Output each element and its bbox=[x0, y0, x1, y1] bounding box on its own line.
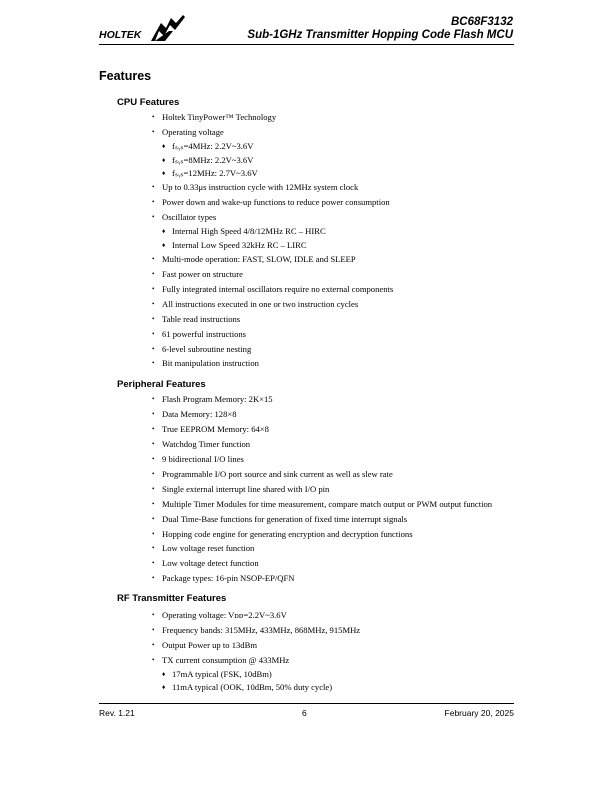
datasheet-page: HOLTEK BC68F3132 Sub-1GHz Transmitter Hopping Code Flash MCU Features CPU Features • Holtek TinyPower™ Technology • Operating voltage ♦ fₛᵧₛ=4MHz: 2.2V~3.6V ♦ fₛᵧₛ=8MHz: 2.2V~3.6V ♦ fₛᵧₛ=12MHz: 2.7V~3.6V • Up to 0.33μs instruction cycle with 12MHz system clock • Power down and wake-up functions to reduce power consumption • Oscillator types ♦ Internal High Speed 4/8/12MHz RC – HIRC ♦ Internal Low Speed 32kHz RC – LIRC • Multi-mode operation: FAST, SLOW, IDLE and SLEEP • Fast power on structure • Fully integrated internal oscillators require no external components • All instructions executed in one or two instruction cycles • Table read instructions • 61 powerful instructions • 6-level subroutine nesting • Bit manipulation instruction Peripheral Features • Flash Program Memory: 2K×15 • Data Memory: 128×8 • True EEPROM Memory: 64×8 • Watchdog Timer function • 9 bidirectional I/O lines • Programmable I/O port source and sink current as well as slew rate • Single external interrupt line shared with I/O pin • Multiple Timer Modules for time measurement, compare match output or PWM output function • Dual Time-Base functions for generation of fixed time interrupt signals • Hopping code engine for generating encryption and decryption functions • Low voltage reset function • Low voltage detect function • Package types: 16-pin NSOP-EP/QFN RF Transmitter Features • Operating voltage: Vᴅᴅ=2.2V~3.6V • Frequency bands: 315MHz, 433MHz, 868MHz, 915MHz • Output Power up to 13dBm • TX current consumption @ 433MHz ♦ 17mA typical (FSK, 10dBm) ♦ 11mA typical (OOK, 10dBm, 50% duty cycle) Rev. 1.21 6 February 20, 2025 bbox=[99, 16, 514, 718]
rf-features-heading: RF Transmitter Features bbox=[117, 593, 227, 604]
header-title-block bbox=[247, 16, 513, 42]
footer-date: February 20, 2025 bbox=[444, 708, 514, 718]
svg-text:HOLTEK: HOLTEK bbox=[99, 29, 142, 41]
footer-divider bbox=[99, 703, 514, 704]
footer-page-number: 6 bbox=[302, 708, 307, 718]
footer-revision: Rev. 1.21 bbox=[99, 708, 135, 718]
product-title: Sub-1GHz Transmitter Hopping Code Flash MCU bbox=[247, 29, 513, 41]
part-number: BC68F3132 bbox=[450, 16, 513, 28]
holtek-logo bbox=[99, 14, 189, 44]
header-divider bbox=[99, 44, 514, 45]
section-title: Features bbox=[99, 69, 152, 83]
peripheral-features-heading: Peripheral Features bbox=[117, 379, 206, 390]
cpu-features-heading: CPU Features bbox=[117, 97, 180, 108]
